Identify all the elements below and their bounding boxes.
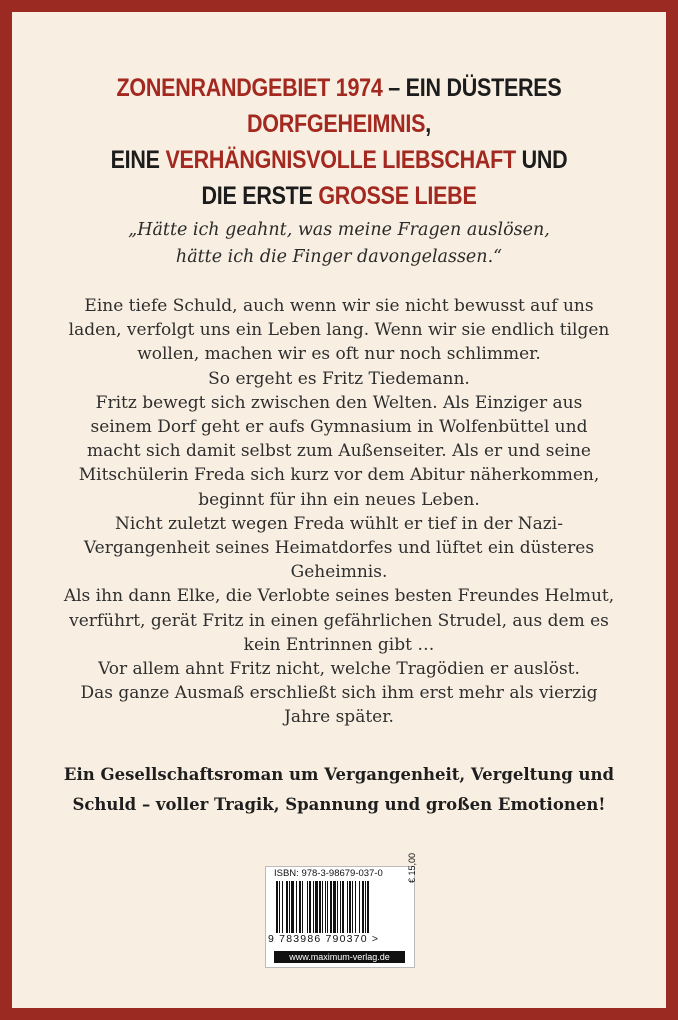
barcode-bar [299, 881, 301, 933]
barcode-bar [296, 881, 297, 933]
blurb-line: Geheimnis. [290, 562, 388, 583]
barcode-bar [365, 881, 366, 933]
barcode-bar [347, 881, 348, 933]
headline-line-1 [58, 70, 620, 142]
quote-line: hätte ich die Finger davongelassen.“ [175, 247, 503, 267]
barcode-bar [362, 881, 364, 933]
headline-line-2 [58, 142, 620, 178]
headline-text: DIE ERSTE [201, 182, 319, 210]
publisher-url: www.maximum-verlag.de [274, 951, 405, 963]
barcode-bar [330, 881, 332, 933]
barcode-bar [276, 881, 278, 933]
blurb-line: beginnt für ihn ein neues Leben. [198, 489, 480, 510]
barcode-digits [268, 933, 379, 945]
barcode-bar [327, 881, 328, 933]
barcode-bar [315, 881, 318, 933]
blurb-line: verführt, gerät Fritz in einen gefährlichen Strudel, aus dem es [69, 610, 609, 631]
barcode-bar [291, 881, 294, 933]
blurb-line: Als ihn dann Elke, die Verlobte seines besten Freundes Helmut, [63, 586, 615, 607]
barcode-bar [309, 881, 311, 933]
headline-text: UND [515, 146, 568, 174]
headline [58, 70, 620, 214]
isbn-label: ISBN: 978-3-98679-037-0 [274, 868, 383, 879]
tagline [12, 760, 666, 820]
blurb-line: Fritz bewegt sich zwischen den Welten. Als Einziger aus [95, 392, 583, 413]
barcode-bar [340, 881, 341, 933]
barcode-bar [325, 881, 326, 933]
headline-text: EINE [110, 146, 166, 174]
headline-love: GROSSE LIEBE [318, 182, 477, 210]
barcode-bar [333, 881, 336, 933]
barcode-bar [319, 881, 321, 933]
quote-line: „Hätte ich geahnt, was meine Fragen auslösen, [128, 220, 550, 240]
price-label: € 15,00 [407, 852, 417, 883]
barcode-bar [322, 881, 323, 933]
barcode-bar [282, 881, 283, 933]
isbn-barcode [265, 852, 417, 968]
back-cover [12, 12, 666, 1008]
headline-affair: VERHÄNGNISVOLLE LIEBSCHAFT [165, 146, 516, 174]
barcode-bar [289, 881, 290, 933]
headline-mystery: DORFGEHEIMNIS [247, 110, 426, 138]
barcode-number: 9 783986 790370 [268, 933, 368, 945]
barcode-bar [367, 881, 369, 933]
barcode-bar [337, 881, 338, 933]
barcode-bar [286, 881, 288, 933]
headline-comma: , [425, 110, 431, 138]
barcode-bar [349, 881, 351, 933]
headline-line-3 [58, 178, 620, 214]
blurb-line: Nicht zuletzt wegen Freda wühlt er tief in der Nazi- [115, 513, 563, 534]
barcode-arrow: > [371, 933, 380, 945]
blurb-line: kein Entrinnen gibt … [243, 634, 435, 655]
blurb-text [12, 294, 666, 730]
headline-setting: ZONENRANDGEBIET 1974 [116, 74, 383, 102]
blurb-line: macht sich damit selbst zum Außenseiter. Als er und seine [87, 441, 591, 462]
blurb-line: Vor allem ahnt Fritz nicht, welche Tragödien er auslöst. [98, 659, 580, 680]
barcode-bar [307, 881, 308, 933]
blurb-line: So ergeht es Fritz Tiedemann. [208, 368, 470, 389]
barcode-bar [279, 881, 280, 933]
blurb-line: Eine tiefe Schuld, auch wenn wir sie nicht bewusst auf uns [84, 296, 594, 316]
blurb-line: Vergangenheit seines Heimatdorfes und lüftet ein düsteres [83, 538, 595, 559]
tagline-line: Ein Gesellschaftsroman um Vergangenheit, Vergeltung und [63, 765, 615, 784]
blurb-line: wollen, machen wir es oft nur noch schlimmer. [137, 344, 541, 365]
pull-quote [12, 217, 666, 271]
blurb-line: Mitschülerin Freda sich kurz vor dem Abitur näherkommen, [78, 465, 600, 486]
blurb-line: laden, verfolgt uns ein Leben lang. Wenn wir sie endlich tilgen [68, 320, 610, 341]
barcode-bar [359, 881, 360, 933]
headline-text: – EIN DÜSTERES [382, 74, 562, 102]
blurb-line: Jahre später. [284, 707, 394, 728]
barcode-bars [276, 881, 394, 935]
barcode-bar [302, 881, 303, 933]
blurb-line: Das ganze Ausmaß erschließt sich ihm erst mehr als vierzig [80, 683, 598, 704]
blurb-line: seinem Dorf geht er aufs Gymnasium in Wolfenbüttel und [90, 417, 588, 438]
barcode-bar [342, 881, 344, 933]
tagline-line: Schuld – voller Tragik, Spannung und großen Emotionen! [72, 795, 606, 814]
barcode-bar [313, 881, 314, 933]
barcode-bar [355, 881, 356, 933]
barcode-bar [352, 881, 353, 933]
